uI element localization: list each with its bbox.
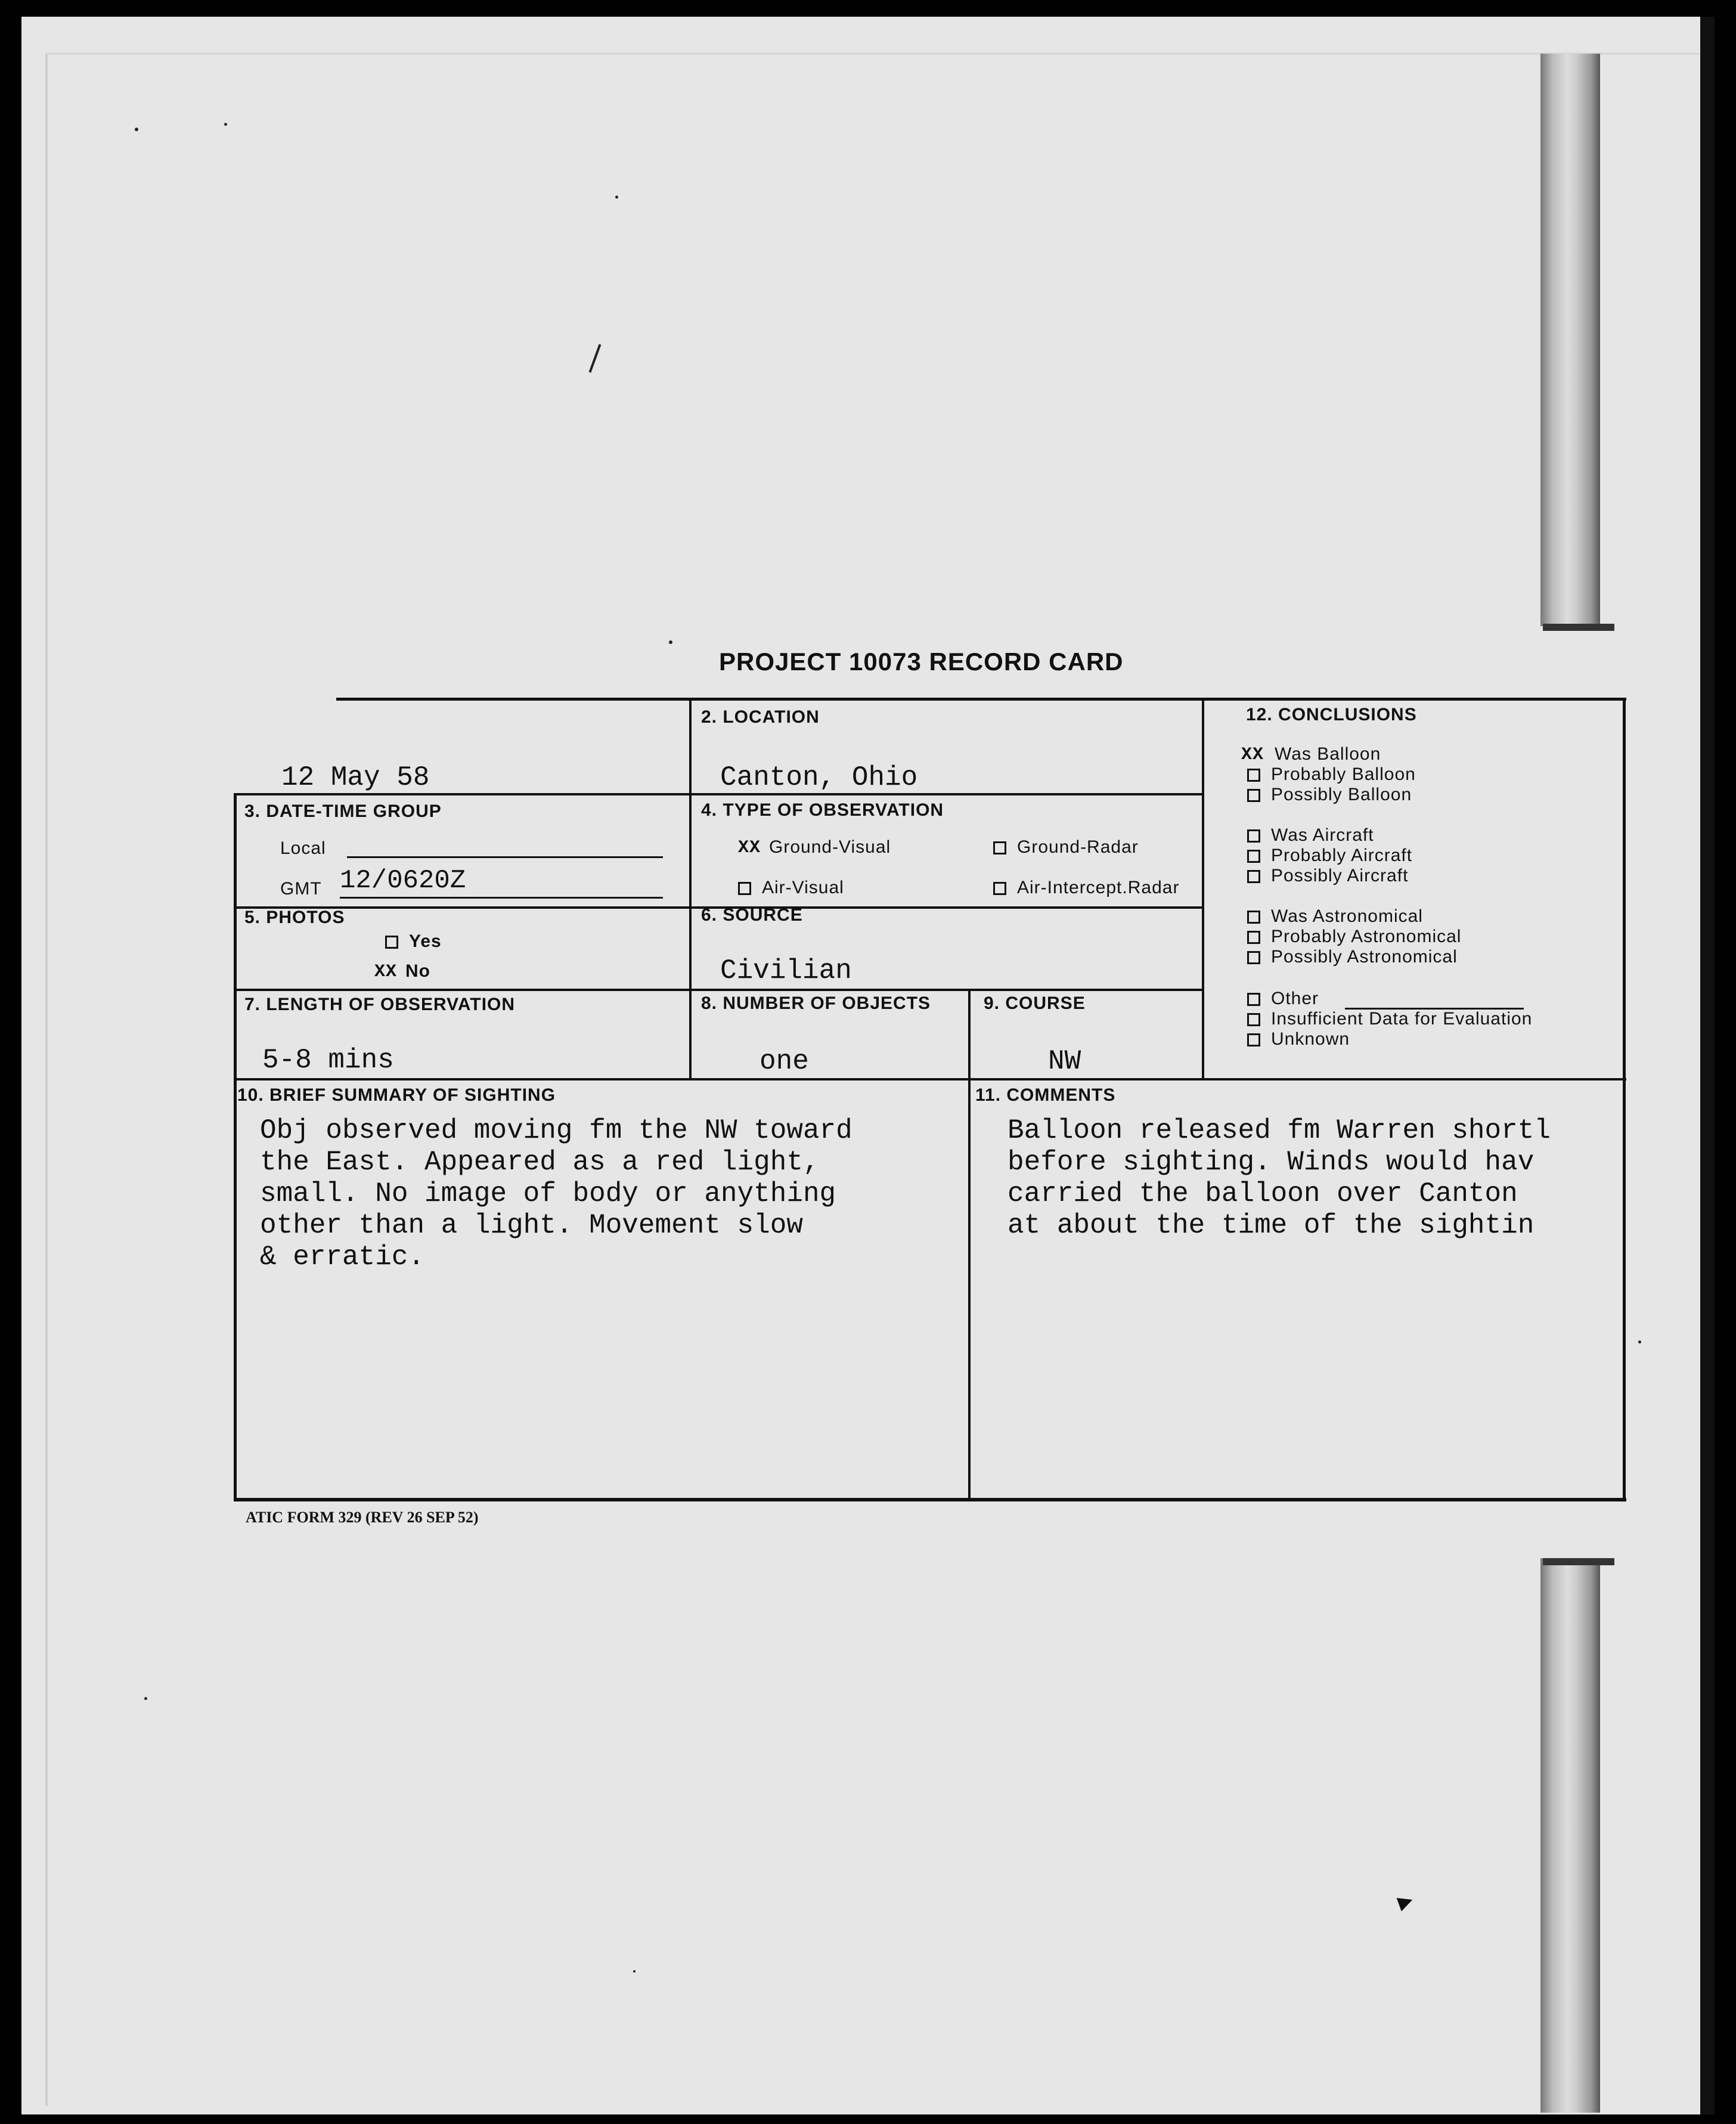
conclusions-label: 12. CONCLUSIONS bbox=[1246, 705, 1417, 724]
binder-strip-bottom bbox=[1540, 1558, 1600, 2113]
conclusion-possibly-aircraft: Possibly Aircraft bbox=[1247, 866, 1408, 886]
length-of-observation-label: 7. LENGTH OF OBSERVATION bbox=[244, 995, 516, 1014]
type-of-observation-label: 4. TYPE OF OBSERVATION bbox=[701, 800, 944, 820]
checkbox-icon bbox=[1247, 850, 1260, 863]
gmt-underline bbox=[340, 897, 663, 899]
speck bbox=[224, 123, 227, 126]
record-card bbox=[234, 698, 1626, 1501]
option-ground-visual bbox=[738, 837, 891, 858]
number-of-objects-label: 8. NUMBER OF OBJECTS bbox=[701, 993, 931, 1013]
conclusion-possibly-astronomical: Possibly Astronomical bbox=[1247, 947, 1458, 967]
ground-radar-text: Ground-Radar bbox=[1017, 837, 1139, 857]
photos-yes-text: Yes bbox=[409, 931, 442, 951]
ground-visual-mark: XX bbox=[738, 838, 761, 859]
photos-label: 5. PHOTOS bbox=[244, 908, 345, 927]
checkbox-icon bbox=[1247, 789, 1260, 802]
gmt-label: GMT bbox=[280, 879, 322, 899]
air-intercept-radar-text: Air-Intercept.Radar bbox=[1017, 878, 1180, 897]
conclusion-probably-astronomical: Probably Astronomical bbox=[1247, 927, 1461, 947]
card-top-rule bbox=[336, 698, 1626, 701]
card-right-rule bbox=[1623, 698, 1626, 1501]
photos-no-text: No bbox=[405, 961, 430, 981]
card-bottom-rule bbox=[234, 1498, 1626, 1501]
date-time-group-label: 3. DATE-TIME GROUP bbox=[244, 801, 442, 821]
was-balloon-mark: XX bbox=[1241, 745, 1264, 766]
summary-label: 10. BRIEF SUMMARY OF SIGHTING bbox=[237, 1085, 556, 1105]
photos-yes bbox=[385, 931, 442, 952]
speck bbox=[144, 1697, 147, 1700]
location-value: Canton, Ohio bbox=[720, 762, 918, 793]
conclusion-was-astronomical: Was Astronomical bbox=[1247, 906, 1423, 927]
checkbox-icon bbox=[1247, 911, 1260, 924]
summary-line: small. No image of body or anything bbox=[260, 1178, 836, 1209]
binder-strip-top bbox=[1540, 54, 1600, 626]
speck bbox=[1638, 1340, 1641, 1343]
comments-line: Balloon released fm Warren shortl bbox=[1008, 1115, 1551, 1146]
page-edge-shadow bbox=[1700, 17, 1715, 2114]
option-ground-radar bbox=[993, 837, 1139, 857]
course-label: 9. COURSE bbox=[984, 993, 1086, 1013]
source-value: Civilian bbox=[720, 955, 852, 986]
summary-text bbox=[260, 1115, 852, 1273]
card-left-rule bbox=[234, 794, 237, 1501]
speck bbox=[633, 1970, 636, 1973]
conclusion-possibly-balloon: Possibly Balloon bbox=[1247, 785, 1412, 805]
number-of-objects-value: one bbox=[760, 1046, 809, 1077]
checkbox-icon bbox=[1247, 931, 1260, 944]
summary-line: other than a light. Movement slow bbox=[260, 1210, 803, 1241]
photos-no-mark: XX bbox=[374, 962, 398, 983]
summary-line: Obj observed moving fm the NW toward bbox=[260, 1115, 852, 1146]
option-air-intercept-radar bbox=[993, 878, 1179, 898]
photos-yes-checkbox bbox=[385, 936, 398, 949]
checkbox-icon bbox=[1247, 829, 1260, 843]
comments-label: 11. COMMENTS bbox=[975, 1085, 1116, 1105]
air-visual-text: Air-Visual bbox=[762, 878, 844, 897]
photos-no bbox=[374, 961, 430, 982]
divider-conclusions bbox=[1202, 698, 1204, 1079]
local-label: Local bbox=[280, 838, 326, 858]
comments-line: carried the balloon over Canton bbox=[1008, 1178, 1518, 1209]
conclusion-unknown: Unknown bbox=[1247, 1029, 1350, 1049]
conclusion-other: Other bbox=[1247, 989, 1319, 1009]
ground-radar-checkbox bbox=[993, 841, 1006, 854]
conclusion-was-balloon: XX Was Balloon bbox=[1241, 744, 1381, 766]
option-air-visual bbox=[738, 878, 844, 898]
air-intercept-radar-checkbox bbox=[993, 882, 1006, 895]
length-of-observation-value: 5-8 mins bbox=[262, 1045, 394, 1076]
location-label: 2. LOCATION bbox=[701, 707, 820, 727]
checkbox-icon bbox=[1247, 769, 1260, 782]
date-value: 12 May 58 bbox=[281, 762, 430, 793]
divider-col2 bbox=[968, 990, 971, 1501]
row-rule-4 bbox=[234, 1078, 1626, 1080]
comments-line: at about the time of the sightin bbox=[1008, 1210, 1534, 1241]
row-rule-3 bbox=[234, 989, 1204, 991]
local-underline bbox=[347, 856, 663, 858]
comments-line: before sighting. Winds would hav bbox=[1008, 1147, 1534, 1178]
conclusion-insufficient-data: Insufficient Data for Evaluation bbox=[1247, 1009, 1532, 1029]
gmt-value: 12/0620Z bbox=[340, 866, 466, 896]
summary-line: & erratic. bbox=[260, 1241, 425, 1272]
form-id: ATIC FORM 329 (REV 26 SEP 52) bbox=[246, 1509, 479, 1526]
binder-cap-bottom bbox=[1543, 1558, 1614, 1565]
speck bbox=[135, 128, 138, 131]
checkbox-icon bbox=[1247, 993, 1260, 1006]
course-value: NW bbox=[1048, 1046, 1081, 1077]
source-label: 6. SOURCE bbox=[701, 905, 803, 925]
checkbox-icon bbox=[1247, 870, 1260, 883]
speck bbox=[669, 640, 672, 644]
conclusion-probably-aircraft: Probably Aircraft bbox=[1247, 846, 1412, 866]
comments-text bbox=[1008, 1115, 1622, 1241]
row-rule-1 bbox=[234, 793, 1204, 795]
conclusion-was-aircraft: Was Aircraft bbox=[1247, 825, 1374, 846]
binder-cap-top bbox=[1543, 624, 1614, 631]
summary-line: the East. Appeared as a red light, bbox=[260, 1147, 820, 1178]
ground-visual-text: Ground-Visual bbox=[769, 837, 891, 857]
divider-col1 bbox=[689, 698, 692, 1079]
checkbox-icon bbox=[1247, 951, 1260, 964]
air-visual-checkbox bbox=[738, 882, 751, 895]
checkbox-icon bbox=[1247, 1013, 1260, 1026]
speck bbox=[615, 196, 618, 199]
card-title: PROJECT 10073 RECORD CARD bbox=[719, 648, 1124, 676]
checkbox-icon bbox=[1247, 1033, 1260, 1046]
conclusion-probably-balloon: Probably Balloon bbox=[1247, 764, 1416, 785]
